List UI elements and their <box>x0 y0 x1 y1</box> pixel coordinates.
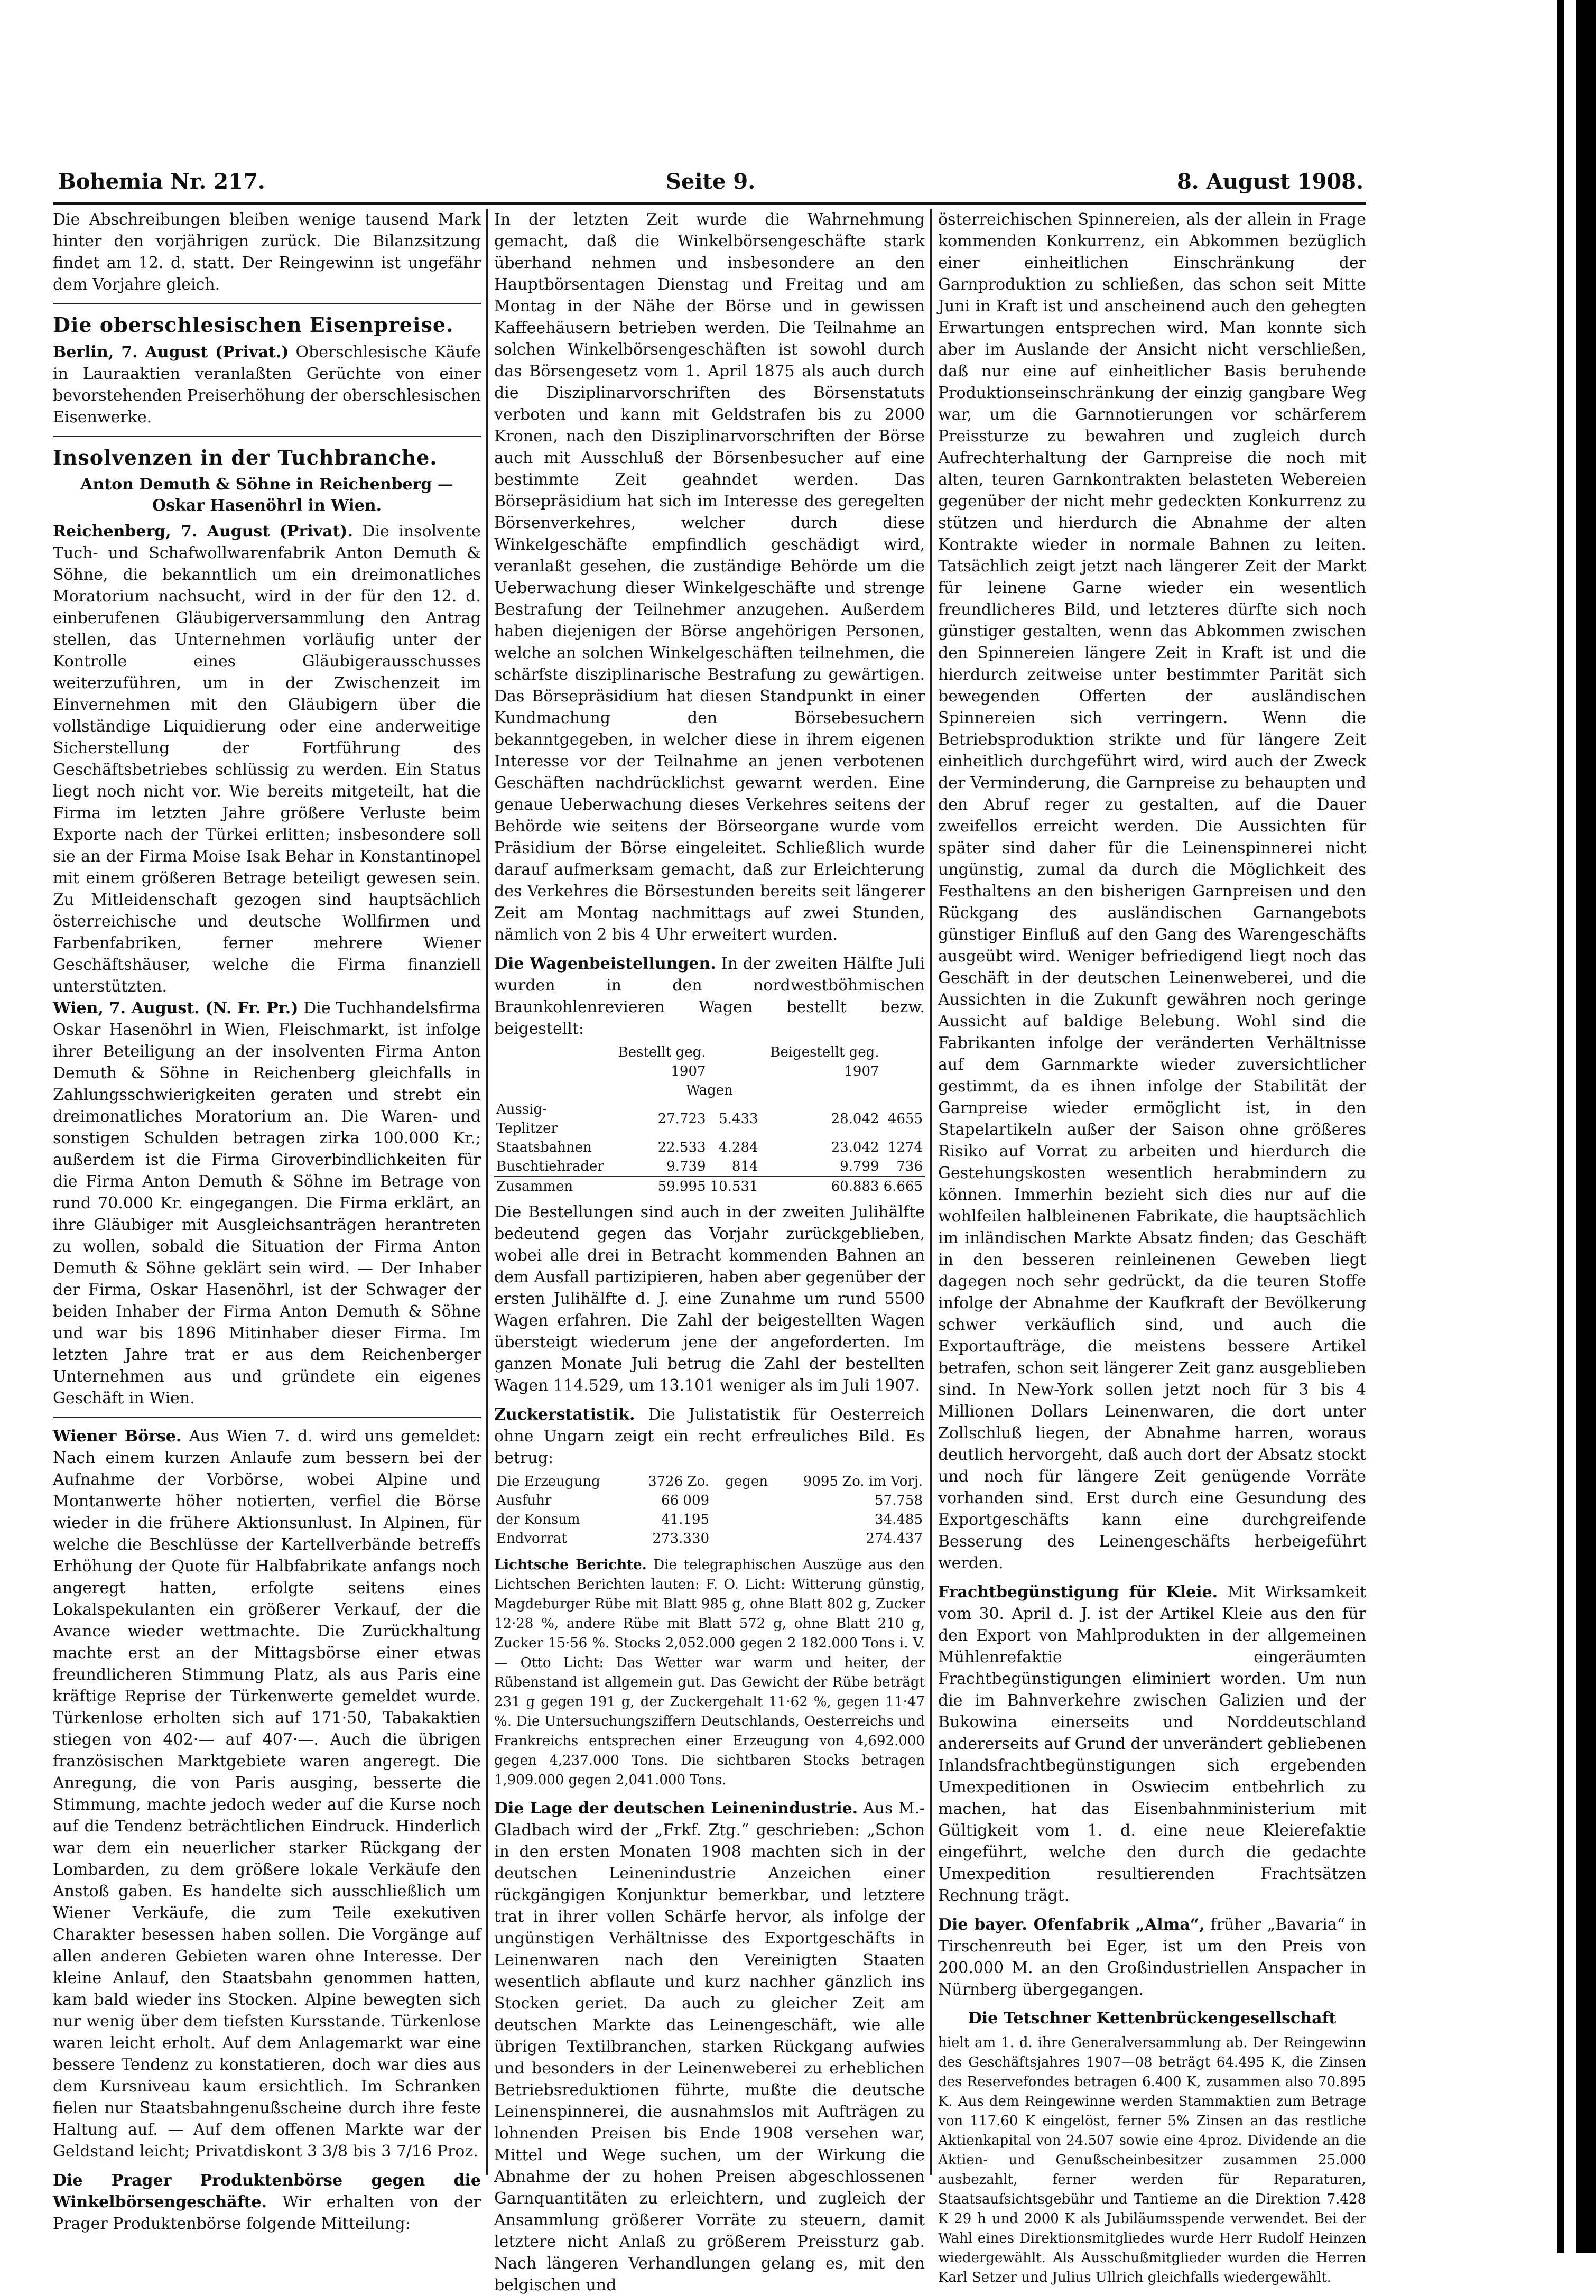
article-body: Aus Wien 7. d. wird uns gemeldet: Nach einem kurzen Anlaufe zum bessern bei der Aufnahme der Vorbörse, wobei Alpine und Montanwerte höher notierten, verfiel die Börse wieder in die frühere Aktionsunlust. In Alpinen, für welche die Beschlüsse der Kartellverbände betreffs Erhöhung der Quote für Halbfabrikate anfangs noch angeregt hatten, erfolgte seitens eines Lokalspekulanten ein größerer Verkauf, der die Avance wieder wettmachte. Die Zurückhaltung machte erst an der Mittagsbörse einer etwas freundlicheren Stimmung Platz, als aus Paris eine kräftige Reprise der Türkenwerte gemeldet wurde. Türkenlose erholten sich auf 171·50, Tabakaktien stiegen von 402·— auf 407·—. Auch die übrigen französischen Marktgebiete waren angeregt. Die Anregung, die von Paris ausging, besserte die Stimmung, machte jedoch weder auf die Kurse noch auf die Tendenz beträchtlichen Eindruck. Hinderlich war dem ein neuerlicher starker Rückgang der Lombarden, zu dem größere lokale Verkäufe den Anstoß gaben. Es handelte sich ausschließlich um Wiener Verkäufe, die zum Teile exekutiven Charakter besessen haben sollen. Die Vorgänge auf allen anderen Gebieten waren ohne Interesse. Der kleine Anlauf, den Staatsbahn genommen hatten, kam bald wieder ins Stocken. Alpine bewegten sich nur wenig über dem tiefsten Kursstande. Türkenlose waren leicht erholt. Auf dem Anlagemarkt war eine bessere Tendenz zu konstatieren, doch war dies aus dem Kursniveau kaum ersichtlich. Im Schranken fielen nur Staatsbahngenußscheine durch ihre feste Haltung auf. — Auf dem offenen Markte war der Geldstand leicht; Privatdiskont 3 3/8 bis 3 7/16 Proz. <box>53 1427 481 2161</box>
article-text <box>53 2170 481 2235</box>
page-header <box>58 168 1363 200</box>
table-cell: 4655 <box>887 1111 923 1127</box>
table-total-row <box>494 1177 925 1196</box>
table-cell: 9.799 <box>840 1159 879 1174</box>
table-header: Bestellt geg. 1907 <box>618 1044 706 1079</box>
table-cell: 27.723 <box>657 1111 706 1127</box>
table-cell: 274.437 <box>866 1531 923 1547</box>
article-title: Die oberschlesischen Eisenpreise. <box>53 313 454 337</box>
dateline: Reichenberg, 7. August (Privat). <box>53 522 353 541</box>
table-cell: 60.883 <box>760 1177 881 1196</box>
article-text <box>494 1798 925 2296</box>
table-cell: 41.195 <box>661 1512 710 1527</box>
table-row <box>494 1100 925 1138</box>
article-subtitle: Anton Demuth & Söhne in Reichenberg — Oskar Hasenöhrl in Wien. <box>80 475 453 515</box>
article-frachtbeguenstigung <box>938 1581 1366 1906</box>
article-text <box>494 1404 925 1469</box>
table-row <box>494 1472 925 1491</box>
table-cell: Die Erzeugung <box>496 1474 600 1489</box>
article-divider <box>53 1417 481 1418</box>
article-winkelboerse-cont <box>494 209 925 946</box>
article-title: Wiener Börse. <box>53 1427 182 1446</box>
table-cell: 4.284 <box>719 1140 758 1155</box>
table-header-row <box>494 1043 925 1081</box>
article-body: In der zweiten Hälfte Juli wurden in den nordwestböhmischen Braunkohlenrevieren Wagen bestellt bezw. beigestellt: <box>494 955 925 1038</box>
table-cell: 9.739 <box>666 1159 706 1174</box>
table-cell: 5.433 <box>719 1111 758 1127</box>
table-row <box>494 1510 925 1529</box>
scan-border-right <box>1576 0 1596 2253</box>
scan-border-stripe <box>1557 0 1564 2253</box>
table-cell: 22.533 <box>657 1140 706 1155</box>
article-body: Mit Wirksamkeit vom 30. April d. J. ist der Artikel Kleie aus den für den Export von Mahlprodukten in der allgemeinen Mühlenrefaktie eingeräumten Frachtbegünstigungen eliminiert worden. Um nun die im Bahnverkehre zwischen Galizien und der Bukowina einerseits und Norddeutschland andererseits auf Grund der unverändert gebliebenen Inlandsfrachtbegünstigungen sich ergebenden Umexpeditionen in Oswiecim entbehrlich zu machen, hat das Eisenbahnministerium mit Gültigkeit vom 1. d. eine neue Kleierefaktie eingeführt, welche den durch die gedachte Umexpedition resultierenden Frachtsätzen Rechnung trägt. <box>938 1583 1367 1905</box>
article-body: Oberschlesische Käufe in Lauraaktien veranlaßten Gerüchte von einer bevorstehenden Preiserhöhung der oberschlesischen Eisenwerke. <box>53 343 481 427</box>
table-cell <box>711 1510 770 1529</box>
table-cell: Buschtiehrader <box>496 1159 604 1174</box>
zucker-table <box>494 1472 925 1548</box>
table-cell: Ausfuhr <box>496 1493 552 1508</box>
article-text: Die Abschreibungen bleiben wenige tausend Mark hinter den vorjährigen zurück. Die Bilanzsitzung findet am 12. d. statt. Der Reingewinn ist ungefähr dem Vorjahre gleich. <box>53 210 481 294</box>
column-1 <box>53 209 481 2233</box>
column-3 <box>938 209 1367 2285</box>
table-cell: 1274 <box>887 1140 923 1155</box>
table-cell: Endvorrat <box>496 1531 567 1547</box>
article-wiener-boerse <box>53 1425 481 2162</box>
dateline: Berlin, 7. August (Privat.) <box>53 343 289 362</box>
article-leinenindustrie-cont <box>938 209 1366 1574</box>
article-divider <box>53 436 481 437</box>
article-title: Zuckerstatistik. <box>494 1405 635 1424</box>
article-text <box>53 997 481 1409</box>
article-zuckerstatistik <box>494 1404 925 1548</box>
table-cell: gegen <box>725 1474 768 1489</box>
header-rule <box>53 202 1366 205</box>
article-text <box>494 1556 925 1790</box>
table-header <box>494 1043 608 1081</box>
table-cell <box>711 1529 770 1548</box>
article-title: Frachtbegünstigung für Kleie. <box>938 1583 1218 1601</box>
issue-date: 8. August 1908. <box>1176 169 1363 194</box>
table-cell: 9095 Zo. im Vorj. <box>803 1474 923 1489</box>
table-cell <box>711 1491 770 1510</box>
article-prager-boerse <box>53 2170 481 2235</box>
article-title: Die Tetschner Kettenbrückengesellschaft <box>968 2009 1337 2027</box>
article-intro <box>53 209 481 295</box>
table-cell: 273.330 <box>652 1531 710 1547</box>
article-title: Die Prager Produktenbörse gegen die Winkelbörsengeschäfte. <box>53 2171 481 2211</box>
article-text <box>53 341 481 428</box>
article-text: hielt am 1. d. ihre Generalversammlung ab. Der Reingewinn des Geschäftsjahres 1907—08 beträgt 64.495 K, die Zinsen des Reservefondes betragen 6.400 K, zusammen also 70.895 K. Aus dem Reingewinne werden Stammaktien zum Betrage von 117.60 K eingelöst, ferner 5% Zinsen an das restliche Aktienkapital von 24.507 sowie eine 4proz. Dividende an die Aktien- und Genußscheinbesitzer zusammen 25.000 ausbezahlt, ferner werden für Reparaturen, Staatsaufsichtsgebühr und Tantieme an die Direktion 7.428 K 29 h und 2000 K als Jubiläumsspende verwendet. Bei der Wahl eines Direktionsmitgliedes wurde Herr Rudolf Heinzen wiedergewählt. Als Ausschußmitglieder wurden die Herren Karl Setzer und Julius Ullrich gleichfalls wiedergewählt. <box>938 2035 1366 2285</box>
table-cell: 736 <box>896 1159 923 1174</box>
dateline: Wien, 7. August. (N. Fr. Pr.) <box>53 999 299 1017</box>
article-body: früher „Bavaria“ in Tirschenreuth bei Eger, ist um den Preis von 200.000 M. an den Großindustriellen Anspacher in Nürnberg übergegangen. <box>938 1915 1366 1999</box>
table-row <box>494 1529 925 1548</box>
table-cell: 814 <box>731 1159 758 1174</box>
table-cell: 10.531 <box>708 1177 760 1196</box>
article-body: Die insolvente Tuch- und Schafwollwarenfabrik Anton Demuth & Söhne, die bekanntlich um ein dreimonatliches Moratorium nachsucht, wird in der für den 12. d. einberufenen Gläubigerversammlung den Antrag stellen, das Unternehmen vorläufig unter der Kontrolle eines Gläubigerausschusses weiterzuführen, um in der Zwischenzeit im Einvernehmen mit den Gläubigern über die vollständige Liquidierung oder eine anderweitige Sicherstellung der Fortführung des Geschäftsbetriebes schlüssig zu werden. Ein Status liegt noch nicht vor. Wie bereits mitgeteilt, hat die Firma im letzten Jahre größere Verluste beim Exporte nach der Türkei erlitten; insbesondere soll sie an der Firma Moise Isak Behar in Konstantinopel mit einem größeren Betrage beteiligt gewesen sein. Zu Mitleidenschaft gezogen sind hauptsächlich österreichische und deutsche Wollfirmen und Farbenfabriken, ferner mehrere Wiener Geschäftshäuser, welche die Firma finanziell unterstützten. <box>53 522 481 996</box>
table-cell: 3726 Zo. <box>648 1474 710 1489</box>
article-body: Die Julistatistik für Oesterreich ohne Ungarn zeigt ein recht erfreuliches Bild. Es betrug: <box>494 1405 925 1467</box>
article-title: Die Wagenbeistellungen. <box>494 955 716 973</box>
article-kettenbruecke <box>938 2008 1366 2288</box>
article-text: In der letzten Zeit wurde die Wahrnehmung gemacht, daß die Winkelbörsengeschäfte stark überhand nehmen und insbesondere an den Hauptbörsentagen Dienstag und Freitag und am Montag in der Nähe der Börse und in gewissen Kaffeehäusern betrieben werden. Die Teilnahme an solchen Winkelbörsengeschäften ist sowohl durch das Börsengesetz vom 1. April 1875 als auch durch die Disziplinarvorschriften des Börsenstatuts verboten und kann mit Geldstrafen bis zu 2000 Kronen, nach den Disziplinarvorschriften der Börse auch mit Ausschluß der Börsenbesucher auf eine bestimmte Zeit geahndet werden. Das Börsepräsidium hat sich im Interesse des geregelten Börsenverkehres, welcher durch diese Winkelgeschäfte empfindlich geschädigt wird, veranlaßt gesehen, die zuständige Behörde um die Ueberwachung dieser Winkelgeschäfte und strenge Bestrafung der Teilnehmer anzugehen. Außerdem haben diejenigen der Börse angehörigen Personen, welche an solchen Winkelgeschäften teilnehmen, die schärfste disziplinarische Bestrafung zu gewärtigen. Das Börsepräsidium hat diesen Standpunkt in einer Kundmachung den Börsebesuchern bekanntgegeben, in welcher diese in ihrem eigenen Interesse vor der Teilnahme an jenen verbotenen Geschäften nachdrücklichst gewarnt werden. Eine genaue Ueberwachung dieses Verkehres seitens der Behörde wie seitens der Börseorgane wurde vom Präsidium der Börse eingeleitet. Schließlich wurde darauf aufmerksam gemacht, daß zur Erleichterung des Verkehres die Börsestunden bereits seit längerer Zeit am Montag nachmittags auf zwei Stunden, nämlich von 2 bis 4 Uhr erweitert wurden. <box>494 210 925 944</box>
article-wagenbeistellungen <box>494 953 925 1396</box>
table-cell: 66 009 <box>661 1493 710 1508</box>
table-subheader-row <box>494 1081 925 1100</box>
article-text <box>938 1914 1366 2001</box>
table-cell: Zusammen <box>494 1177 608 1196</box>
article-lichtsche-berichte <box>494 1556 925 1790</box>
table-cell: der Konsum <box>496 1512 580 1527</box>
table-cell: 23.042 <box>831 1140 879 1155</box>
table-header <box>881 1043 925 1081</box>
table-cell: 59.995 <box>608 1177 708 1196</box>
table-cell: 6.665 <box>881 1177 925 1196</box>
table-cell: 57.758 <box>875 1493 923 1508</box>
newspaper-issue: Bohemia Nr. 217. <box>58 169 265 194</box>
column-divider <box>930 209 932 2175</box>
table-row <box>494 1157 925 1177</box>
table-subheader: Wagen <box>686 1082 733 1098</box>
article-text <box>53 1425 481 2162</box>
article-divider <box>53 303 481 304</box>
article-title: Die bayer. Ofenfabrik „Alma“, <box>938 1915 1205 1934</box>
article-leinenindustrie <box>494 1798 925 2296</box>
article-eisenpreise <box>53 312 481 428</box>
column-divider <box>486 209 488 2175</box>
table-cell: Aussig-Teplitzer <box>496 1101 558 1136</box>
column-2 <box>494 209 925 2294</box>
article-ofenfabrik <box>938 1914 1366 2001</box>
article-body: Aus M.-Gladbach wird der „Frkf. Ztg.“ geschrieben: „Schon in den ersten Monaten 1908 machten sich in der deutschen Leinenindustrie Anzeichen einer rückgängigen Konjunktur bemerkbar, und letztere trat in ihrer vollen Schärfe hervor, als infolge der ungünstigen Verhältnisse des Exportgeschäfts in Leinenwaren nach den Vereinigten Staaten wesentlich abflaute und kurz nachher gänzlich ins Stocken geriet. Da auch zu gleicher Zeit am deutschen Markte das Leinengeschäft, wie alle übrigen Textilbranchen, starken Rückgang aufwies und besonders in der Leinenweberei zu erheblichen Betriebsreduktionen führte, mußte die deutsche Leinenspinnerei, die ausnahmslos mit Aufträgen zu lohnenden Preisen bis Ende 1908 versehen war, Mittel und Wege suchen, um der Wirkung die Abnahme der zu hohen Preisen abgeschlossenen Garnquantitäten zu erleichtern, und zugleich der Ansammlung größerer Vorräte zu steuern, damit letztere nicht Anlaß zu größerem Preissturz gab. Nach längeren Verhandlungen gelang es, mit den belgischen und <box>494 1799 925 2294</box>
table-cell: Staatsbahnen <box>496 1140 592 1155</box>
article-title: Insolvenzen in der Tuchbranche. <box>53 446 438 469</box>
article-body: Die Tuchhandelsfirma Oskar Hasenöhrl in Wien, Fleischmarkt, ist infolge ihrer Beteiligung an der insolventen Firma Anton Demuth & Söhne in Reichenberg gleichfalls in Zahlungsschwierigkeiten geraten und strebt ein dreimonatliches Moratorium an. Die Waren- und sonstigen Schulden betragen zirka 100.000 Kr.; außerdem ist die Firma Giroverbindlichkeiten für die Firma Anton Demuth & Söhne im Betrage von rund 70.000 Kr. eingegangen. Die Firma erklärt, an ihre Gläubiger mit Ausgleichsanträgen herantreten zu wollen, sobald die Situation der Firma Anton Demuth & Söhne geklärt sein wird. — Der Inhaber der Firma, Oskar Hasenöhrl, ist der Schwager der beiden Inhaber der Firma Anton Demuth & Söhne und war bis 1896 Mitinhaber dieser Firma. Im letzten Jahre trat er aus dem Reichenberger Unternehmen aus und gründete ein eigenes Geschäft in Wien. <box>53 999 481 1408</box>
wagen-table <box>494 1043 925 1196</box>
article-title: Lichtsche Berichte. <box>494 1557 647 1573</box>
table-row <box>494 1491 925 1510</box>
table-row <box>494 1138 925 1157</box>
page-number: Seite 9. <box>666 169 756 194</box>
table-cell: 34.485 <box>875 1512 923 1527</box>
table-cell: 28.042 <box>831 1111 879 1127</box>
article-body: Die telegraphischen Auszüge aus den Lichtschen Berichten lauten: F. O. Licht: Witterung günstig, Magdeburger Rübe mit Blatt 985 g, ohne Blatt 802 g, Zucker 12·28 %, andere Rübe mit Blatt 572 g, ohne Blatt 210 g, Zucker 15·56 %. Stocks 2,052.000 gegen 2 182.000 Tons i. V. — Otto Licht: Das Wetter war warm und heiter, der Rübenstand ist allgemein gut. Das Gewicht der Rübe beträgt 231 g gegen 191 g, der Zuckergehalt 11·62 %, gegen 11·47 %. Die Untersuchungsziffern Deutschlands, Oesterreichs und Frankreichs entsprechen einer Erzeugung von 4,692.000 gegen 4,237.000 Tons. Die sichtbaren Stocks betragen 1,909.000 gegen 2,041.000 Tons. <box>494 1557 925 1788</box>
article-text <box>494 953 925 1040</box>
article-text <box>938 1581 1366 1906</box>
article-insolvenzen <box>53 445 481 1409</box>
article-text <box>53 521 481 997</box>
article-text: österreichischen Spinnereien, als der allein in Frage kommenden Konkurrenz, ein Abkommen bezüglich einer einheitlichen Einschränkung der Garnproduktion zu schließen, das schon seit Mitte Juni in Kraft ist und anscheinend auch den gehegten Erwartungen entsprechen wird. Man konnte sich aber im Auslande der Ansicht nicht verschließen, daß nur eine auf einheitlicher Basis beruhende Produktionseinschränkung der einzig gangbare Weg war, um die Garnnotierungen vor schärferem Preissturze zu bewahren und zugleich durch Aufrechterhaltung der Garnpreise die noch mit alten, teuren Garnkontrakten belasteten Webereien gegenüber der nicht mehr gedeckten Konkurrenz zu stützen und hierdurch die Abnahme der alten Kontrakte wieder in normale Bahnen zu leiten. Tatsächlich zeigt jetzt nach längerer Zeit der Markt für leinene Garne wieder ein wesentlich freundlicheres Bild, und letzteres dürfte sich noch günstiger gestalten, wenn das Abkommen zwischen den Spinnereien längere Zeit in Kraft ist und die hierdurch zeitweise unter bestimmter Parität sich bewegenden Offerten der ausländischen Spinnereien sich verringern. Wenn die Betriebsproduktion strikte und für längere Zeit einheitlich durchgeführt wird, wird auch der Zweck der Verminderung, die Garnpreise zu behaupten und den Abruf reger zu gestalten, auf die Dauer zweifellos erreicht werden. Die Aussichten für später sind daher für die Leinenspinnerei nicht ungünstig, zumal da durch die Möglichkeit des Festhaltens an den bisherigen Garnpreisen und den Rückgang des ausländischen Garnangebots günstiger Einfluß auf den Gang des Warengeschäfts ausgeübt wird. Weniger befriedigend liegt noch das Geschäft in der deutschen Leinenweberei, und die Aussichten in die Zukunft gewähren noch geringe Aussicht auf baldige Belebung. Wohl sind die Fabrikanten infolge der veränderten Verhältnisse auf dem Garnmarkte wieder zuversichtlicher gestimmt, da es ihnen infolge der Stabilität der Garnpreise wieder ermöglicht ist, in den Stapelartikeln außer der Saison ohne größeres Risiko auf Vorrat zu arbeiten und hierdurch die Gestehungskosten wesentlich herabmindern zu können. Immerhin bezieht sich dies nur auf die wohlfeilen halbleinenen Fabrikate, die hauptsächlich im inländischen Markte Absatz finden; das Geschäft in den besseren reinleinenen Geweben liegt dagegen noch sehr gedrückt, da die teuren Stoffe infolge der Abnahme der Kaufkraft der Bevölkerung schwer verkäuflich sind, und auch die Exportaufträge, die meistens bessere Artikel betrafen, schon seit längerer Zeit ganz ausgeblieben sind. In New-York sollen jetzt noch für 3 bis 4 Millionen Dollars Leinenwaren, die dort unter Zollschluß liegen, der Abnahme harren, woraus deutlich hervorgeht, daß auch dort der Absatz stockt und noch für längere Zeit genügende Vorräte vorhanden sind. Erst durch eine Gesundung des Exportgeschäfts kann eine durchgreifende Besserung des Leinengeschäfts herbeigeführt werden. <box>938 210 1366 1572</box>
table-header <box>708 1043 760 1081</box>
table-header: Beigestellt geg. 1907 <box>770 1044 879 1079</box>
article-body: Wir erhalten von der Prager Produktenbörse folgende Mitteilung: <box>53 2193 481 2233</box>
article-title: Die Lage der deutschen Leinenindustrie. <box>494 1799 858 1818</box>
article-text: Die Bestellungen sind auch in der zweiten Julihälfte bedeutend gegen das Vorjahr zurückgeblieben, wobei alle drei in Betracht kommenden Bahnen an dem Ausfall partizipieren, haben aber gegenüber der ersten Julihälfte d. J. eine Zunahme um rund 5500 Wagen erfahren. Die Zahl der beigestellten Wagen übersteigt wiederum jene der angeforderten. Im ganzen Monate Juli betrug die Zahl der bestellten Wagen 114.529, um 13.101 weniger als im Juli 1907. <box>494 1203 925 1395</box>
